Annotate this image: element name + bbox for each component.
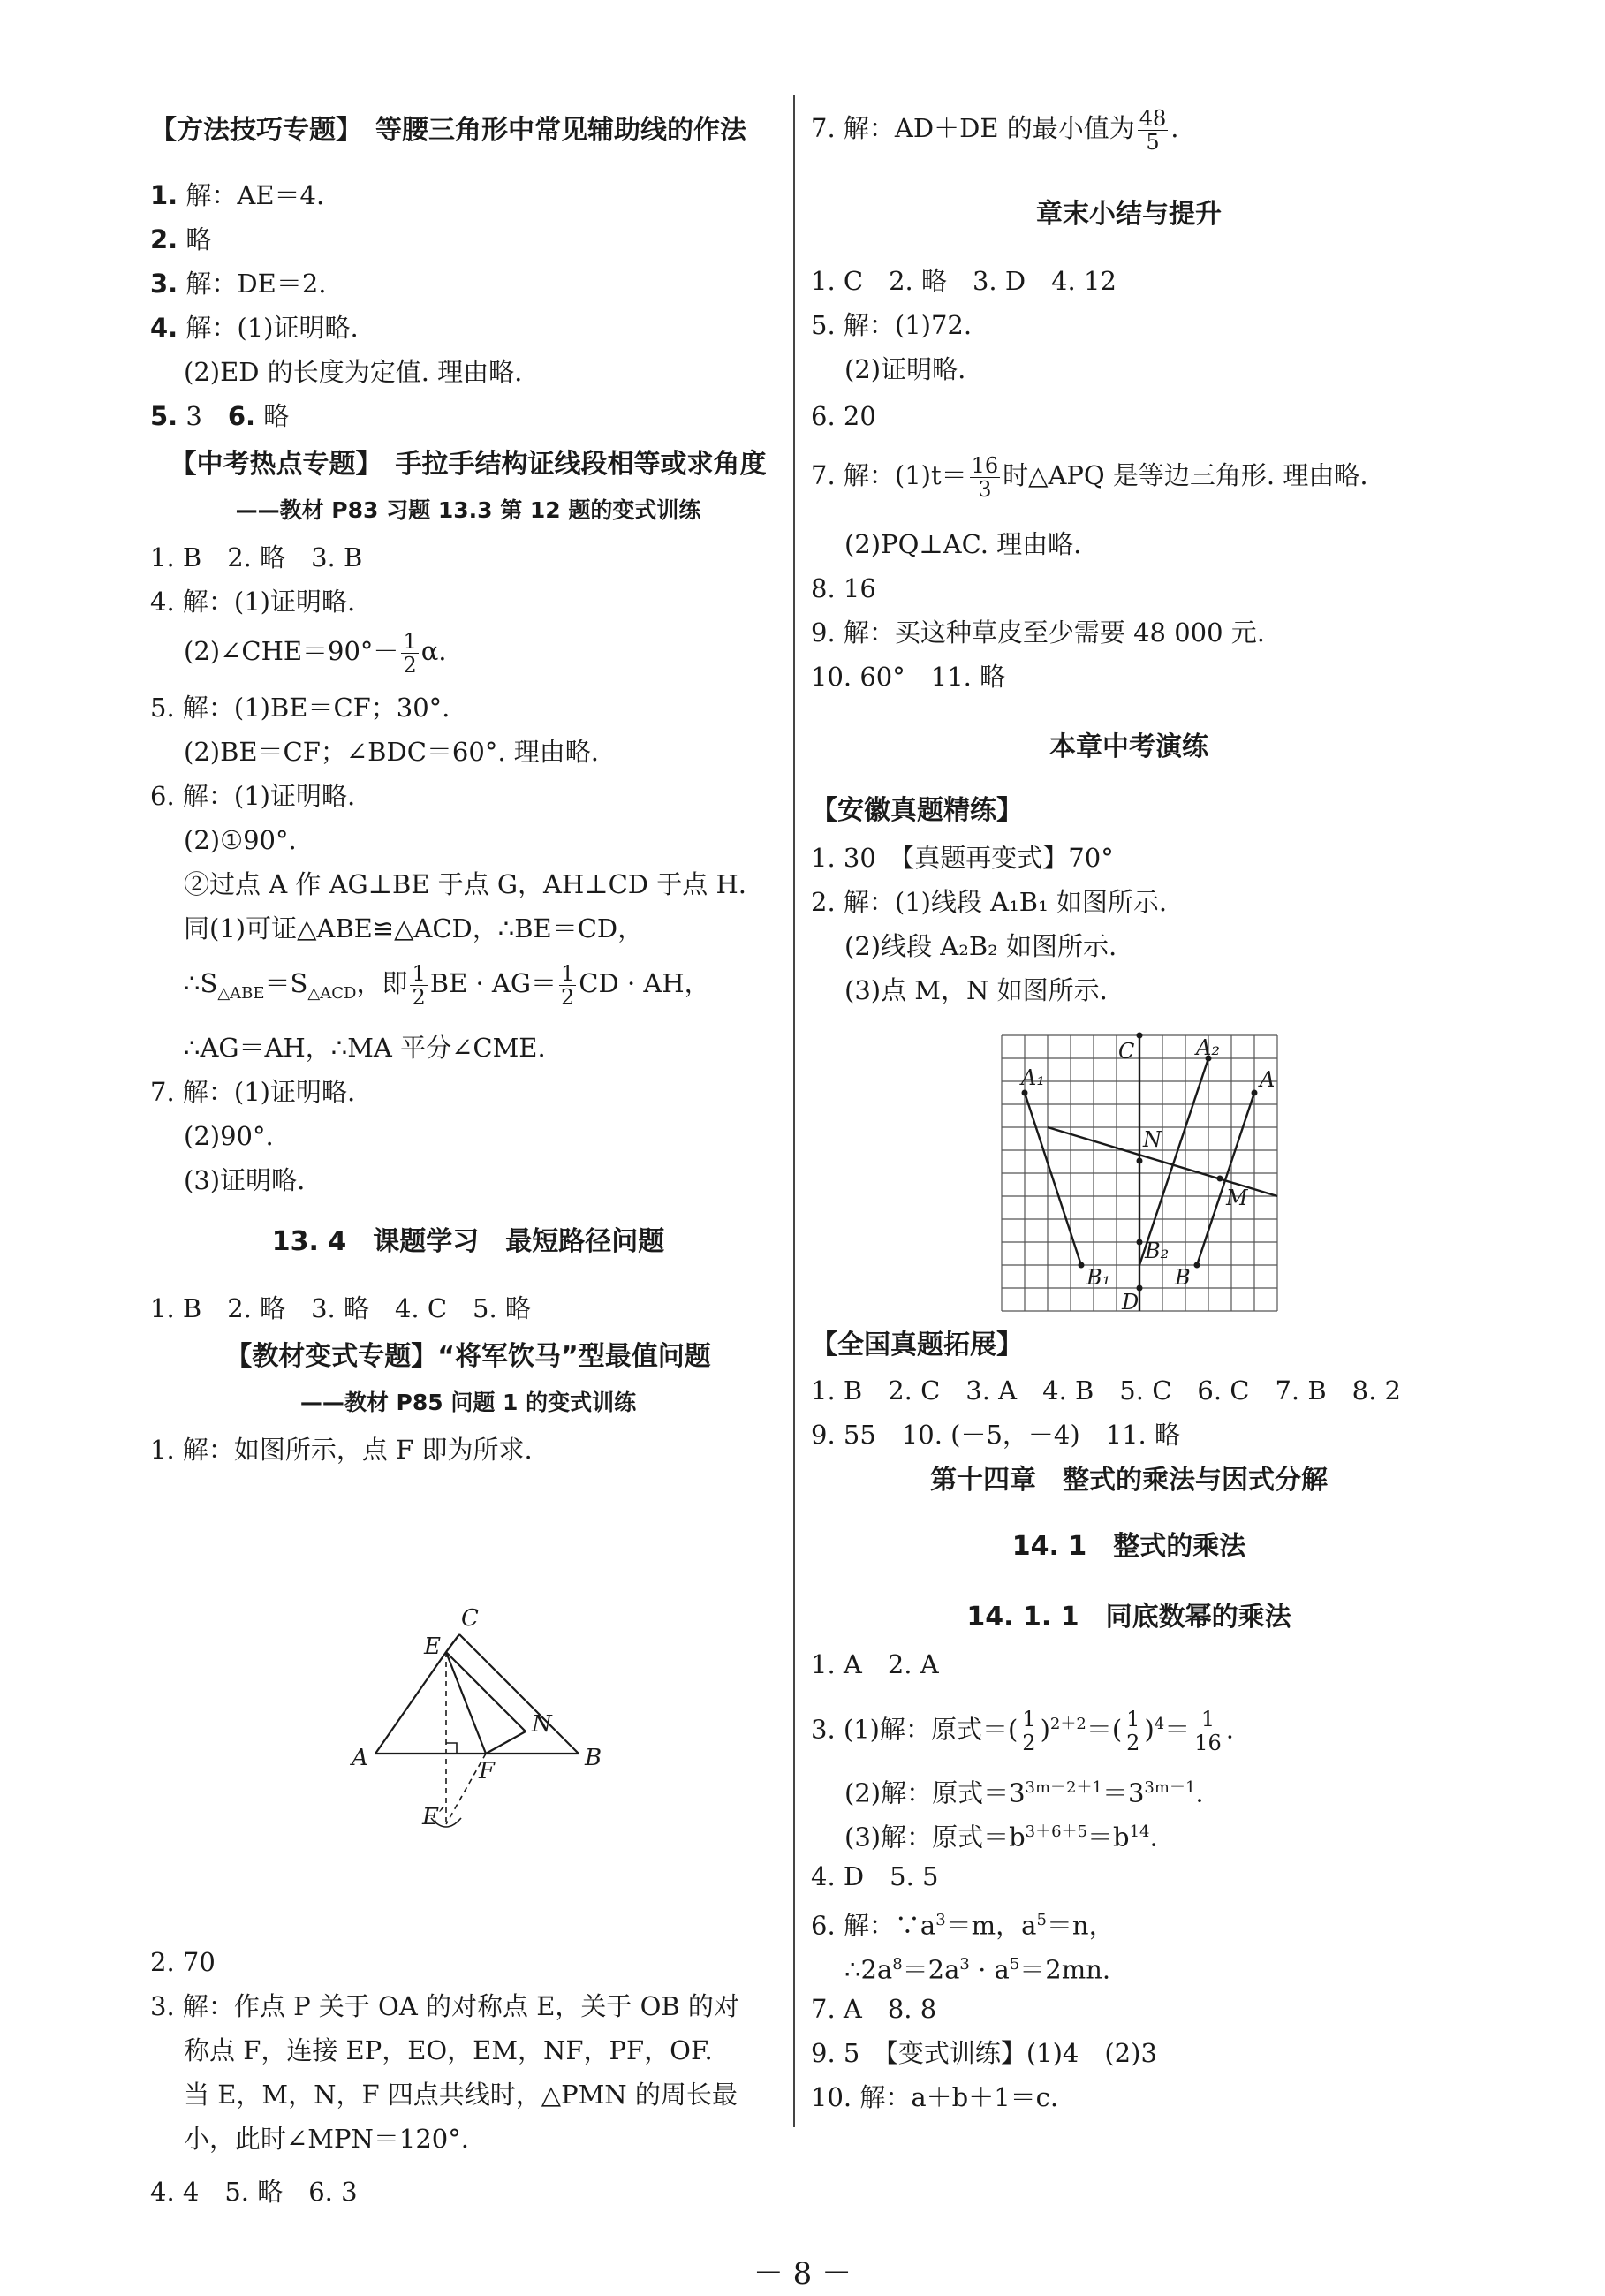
answer-line: (2)线段 A₂B₂ 如图所示. [844,931,1117,961]
fig1-label-E: E [424,1633,441,1660]
answer-line: 5. 3 6. 略 [150,401,290,431]
answer-line: 称点 F，连接 EP，EO，EM，NF，PF，OF. [184,2035,713,2065]
answer-line: 3. (1)解：原式＝( $\frac{1}{2}$ )$^{2+2}$＝( $\frac{1}{2}$ )$^4$＝ $\frac{1}{16}$ . [811,1707,1234,1756]
fig2-label-B1: B₁ [1086,1265,1111,1290]
answer-line: 2. 略 [150,224,212,254]
answer-line: 1. C 2. 略 3. D 4. 12 [811,266,1117,296]
answer-line: 7. 解：(1)t＝ $\frac{16}{3}$ 时△APQ 是等边三角形. 理由略. [811,452,1368,502]
answer-line: (2)90°. [184,1121,274,1151]
heading-chapter-summary: 章末小结与提升 [1036,199,1222,230]
heading-section-13-4: 13. 4 课题学习 最短路径问题 [271,1226,665,1257]
answer-line: 7. A 8. 8 [811,1994,937,2024]
fig2-label-B: B [1175,1265,1191,1290]
answer-line: 9. 55 10. (－5，－4) 11. 略 [811,1420,1180,1450]
answer-line: (2)BE＝CF；∠BDC＝60°. 理由略. [184,737,599,767]
heading-anhui: 【安徽真题精练】 [811,795,1023,826]
answer-line: 1. 30 【真题再变式】70° [811,843,1114,873]
heading-textbook-variant: 【教材变式专题】“将军饮马”型最值问题 [225,1341,711,1372]
answer-line: 2. 70 [150,1947,216,1977]
fig1-label-B: B [585,1745,602,1771]
fig1-label-C: C [461,1605,479,1632]
fig2-label-A2: A₂ [1196,1035,1220,1060]
heading-chapter-14: 第十四章 整式的乘法与因式分解 [930,1465,1328,1496]
fig1-label-A: A [352,1745,368,1771]
heading-subtitle: ——教材 P85 问题 1 的变式训练 [299,1390,637,1415]
answer-line: (3)解：原式$=b^{3+6+5}=b^{14}$. [844,1822,1158,1853]
answer-line: 1. A 2. A [811,1649,939,1679]
answer-line: 9. 5 【变式训练】(1)4 (2)3 [811,2038,1157,2068]
answer-line: 5. 解：(1)BE＝CF；30°. [150,693,450,723]
fig2-label-D: D [1122,1290,1139,1315]
answer-line: 4. 解：(1)证明略. [150,587,356,617]
heading-chapter-exam: 本章中考演练 [1049,731,1208,762]
answer-line: 6. 20 [811,401,876,431]
answer-line: 2. 解：(1)线段 A₁B₁ 如图所示. [811,887,1168,917]
answer-line: 6. 解：(1)证明略. [150,781,356,811]
fig2-label-A: A [1260,1067,1276,1092]
answer-line: 6. 解：$\because a^3=m$，$a^5=n$， [811,1910,1115,1941]
answer-line: 同(1)可证△ABE≌△ACD，∴BE＝CD， [184,913,644,943]
heading-section-14-1-1: 14. 1. 1 同底数幂的乘法 [966,1602,1291,1633]
answer-line: 1. B 2. 略 3. B [150,542,363,572]
fig2-label-B2: B₂ [1145,1239,1170,1263]
answer-line: $\therefore 2a^8=2a^3 \cdot a^5=2mn$. [844,1954,1111,1985]
answer-line: (2)解：原式$=3^{3m-2+1}=3^{3m-1}$. [844,1777,1204,1808]
answer-line: (2)PQ⊥AC. 理由略. [844,529,1082,559]
answer-line: ∴AG＝AH，∴MA 平分∠CME. [184,1033,546,1063]
answer-line: 8. 16 [811,573,876,603]
answer-line: 10. 解：a＋b＋1＝c. [811,2082,1059,2112]
answer-line: 4. D 5. 5 [811,1861,939,1891]
answer-line: $\therefore S_{\triangle ABE}=S_{\triangle ACD}$，即 $\frac{1}{2}$ BE · AG＝ $\frac{1}{2}$ CD · AH， [184,960,710,1010]
fig2-label-M: M [1226,1186,1248,1210]
answer-line: 1. 解：AE＝4. [150,180,325,210]
answer-line: 当 E，M，N，F 四点共线时，△PMN 的周长最 [184,2080,738,2110]
answer-line: 4. 解：(1)证明略. [150,313,359,343]
answer-line: 小，此时∠MPN＝120°. [184,2124,469,2154]
fig1-label-N: N [532,1711,552,1738]
fig1-label-F: F [479,1758,496,1785]
answer-line: 3. 解：DE＝2. [150,269,327,299]
answer-line: 1. B 2. 略 3. 略 4. C 5. 略 [150,1293,531,1323]
answer-line: (2)∠CHE＝90°－ $\frac{1}{2}$ α. [184,628,447,678]
answer-line: 7. 解：(1)证明略. [150,1077,356,1107]
answer-line: (3)点 M，N 如图所示. [844,975,1108,1005]
answer-line: 1. B 2. C 3. A 4. B 5. C 6. C 7. B 8. 2 [811,1375,1401,1406]
answer-line: 5. 解：(1)72. [811,310,973,340]
heading-section-14-1: 14. 1 整式的乘法 [1011,1531,1246,1562]
answer-line: (2)ED 的长度为定值. 理由略. [184,357,523,387]
answer-line: 10. 60° 11. 略 [811,662,1006,692]
answer-line: 7. 解：AD＋DE 的最小值为 $\frac{48}{5}$ . [811,105,1179,155]
page-number: － 8 － [753,2256,852,2292]
grid-figure [998,1032,1281,1315]
answer-line: 1. 解：如图所示，点 F 即为所求. [150,1435,533,1465]
heading-national: 【全国真题拓展】 [811,1330,1023,1360]
answer-line: 9. 解：买这种草皮至少需要 48 000 元. [811,618,1266,648]
fig2-label-N: N [1143,1127,1162,1152]
answer-line: (2)①90°. [184,825,297,855]
fig2-label-A1: A₁ [1021,1065,1045,1090]
heading-method-topic: 【方法技巧专题】 等腰三角形中常见辅助线的作法 [150,115,746,146]
fig2-label-C: C [1118,1039,1135,1064]
answer-line: (3)证明略. [184,1165,306,1195]
answer-line: (2)证明略. [844,354,966,384]
heading-exam-hot-topic: 【中考热点专题】 手拉手结构证线段相等或求角度 [170,449,767,480]
heading-subtitle: ——教材 P83 习题 13.3 第 12 题的变式训练 [235,497,701,523]
answer-line: 3. 解：作点 P 关于 OA 的对称点 E，关于 OB 的对 [150,1991,739,2021]
column-divider [793,95,795,2127]
fig1-label-E-prime: E′ [422,1804,444,1829]
answer-line: ②过点 A 作 AG⊥BE 于点 G，AH⊥CD 于点 H. [184,869,746,899]
triangle-figure-main [327,1555,618,1829]
answer-line: 4. 4 5. 略 6. 3 [150,2177,358,2207]
